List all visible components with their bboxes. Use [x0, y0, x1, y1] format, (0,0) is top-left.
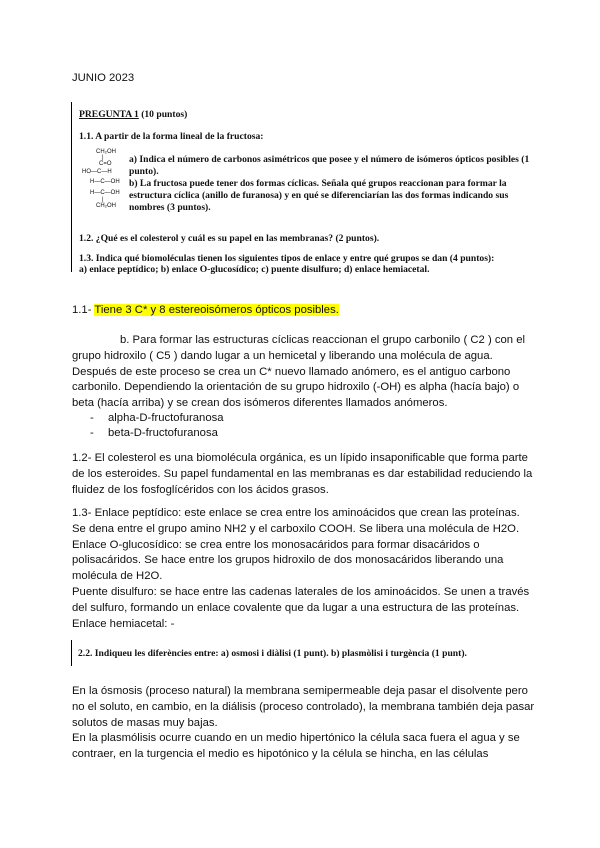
- exam-question-2-2-box: [71, 640, 533, 666]
- paragraph-line: 1.3- Enlace peptídico: este enlace se crea entre los aminoácidos que crean las proteínas.: [72, 507, 520, 519]
- paragraph-line: polisacáridos. Se hace entre los grupos hidroxilo de dos monosacáridos liberando una: [72, 554, 504, 567]
- answer-1-2: [72, 451, 532, 498]
- fructose-structure: [82, 149, 126, 219]
- paragraph-line: Después de este proceso se crea un C* nuevo llamado anómero, es el antiguo carbono: [72, 365, 511, 378]
- paragraph-line: beta (hacía arriba) y se crean dos isómeros diferentes llamados anómeros.: [72, 397, 448, 410]
- paragraph-line: grupo hidroxilo ( C5 ) dando lugar a un hemicetal y liberando una molécula de agua.: [72, 349, 493, 362]
- highlighted-answer: Tiene 3 C* y 8 estereoisómeros ópticos posibles.: [94, 304, 339, 316]
- question-1-1-a: a) Indica el número de carbonos asimétricos que posee y el número de isómeros ópticos posibles (1: [129, 154, 530, 165]
- structure-line: CH₂OH: [96, 149, 116, 155]
- question-1-3: 1.3. Indica qué biomoléculas tienen los siguientes tipos de enlace y entre qué grupos se dan (4 puntos):: [79, 253, 495, 264]
- paragraph-line: Se dena entre el grupo amino NH2 y el carboxilo COOH. Se libera una molécula de H2O.: [72, 522, 520, 535]
- paragraph-line: molécula de H2O.: [72, 570, 163, 583]
- paragraph-line: En la plasmólisis ocurre cuando en un medio hipertónico la célula saca fuera el agua y se: [72, 732, 520, 745]
- paragraph-line: carbonilo. Dependiendo la orientación de su grupo hidroxilo (-OH) es alpha (hacía bajo) o: [72, 381, 520, 394]
- question-1-1-b: b) La fructosa puede tener dos formas cíclicas. Señala qué grupos reaccionan para formar la: [129, 178, 507, 189]
- paragraph-line: En la ósmosis (proceso natural) la membrana semipermeable deja pasar el disolvente pero: [72, 685, 528, 697]
- paragraph-line: Puente disulfuro: se hace entre las cadenas laterales de los aminoácidos. Se unen a través: [72, 585, 530, 598]
- answer-1-3: [72, 506, 532, 632]
- question-2-2: 2.2. Indiqueu les diferències entre: a) osmosi i diàlisi (1 punt). b) plasmòlisi i turgència (1 punt).: [78, 648, 467, 659]
- structure-line: |: [102, 197, 104, 203]
- exam-question-box: [71, 102, 533, 275]
- question-title: PREGUNTA 1 (10 puntos): [79, 109, 188, 120]
- paragraph-line: Enlace hemiacetal: -: [72, 617, 175, 630]
- structure-line: H—C—OH: [90, 190, 120, 196]
- list-item: - alpha-D-fructofuranosa: [90, 412, 224, 424]
- list-item: - beta-D-fructofuranosa: [90, 427, 218, 439]
- structure-line: |: [102, 155, 104, 161]
- question-1-3-options: a) enlace peptídico; b) enlace O-glucosídico; c) puente disulfuro; d) enlace hemiacetal.: [79, 264, 430, 275]
- paragraph-line: solutos de masas muy bajas.: [72, 716, 218, 729]
- answer-1-1-b: [72, 333, 532, 412]
- paragraph-line: fluidez de los fosfoglícéridos con los ácidos grasos.: [72, 483, 329, 496]
- page-date: JUNIO 2023: [72, 72, 135, 84]
- structure-line: HO—C—H: [82, 169, 112, 175]
- structure-line: H—C—OH: [90, 179, 120, 185]
- structure-line: C=O: [99, 161, 112, 167]
- paragraph-line: Enlace O-glucosídico: se crea entre los monosacáridos para formar disacáridos o: [72, 538, 480, 551]
- answer-prefix: 1.1-: [72, 304, 95, 316]
- paragraph-line: b. Para formar las estructuras cíclicas reaccionan el grupo carbonilo ( C2 ) con el: [120, 334, 525, 346]
- answer-1-1-a: [72, 304, 339, 316]
- question-1-2: 1.2. ¿Qué es el colesterol y cuál es su papel en las membranas? (2 puntos).: [79, 233, 380, 244]
- paragraph-line: del sulfuro, formando un enlace covalente que da lugar a una estructura de las proteínas.: [72, 601, 520, 614]
- answer-2-2: [72, 684, 535, 763]
- question-1-1-b-cont: estructura cíclica (anillo de furanosa) y en qué se diferenciarían las dos formas indicando sus: [129, 190, 509, 201]
- paragraph-line: de los esteroides. Su papel fundamental en las membranas es dar estabilidad reduciendo la: [72, 467, 533, 480]
- paragraph-line: contraer, en la turgencia el medio es hipotónico y la célula se hincha, en las células: [72, 748, 489, 761]
- question-1-1-b-cont: nombres (3 puntos).: [129, 202, 211, 213]
- question-1-1-a-cont: punto).: [129, 166, 159, 177]
- question-1-1-heading: 1.1. A partir de la forma lineal de la fructosa:: [79, 131, 264, 142]
- paragraph-line: no el soluto, en cambio, en la diálisis (proceso controlado), la membrana también deja pasar: [72, 700, 535, 713]
- structure-line: CH₂OH: [96, 203, 116, 209]
- paragraph-line: 1.2- El colesterol es una biomolécula orgánica, es un lípido insaponificable que forma parte: [72, 452, 528, 464]
